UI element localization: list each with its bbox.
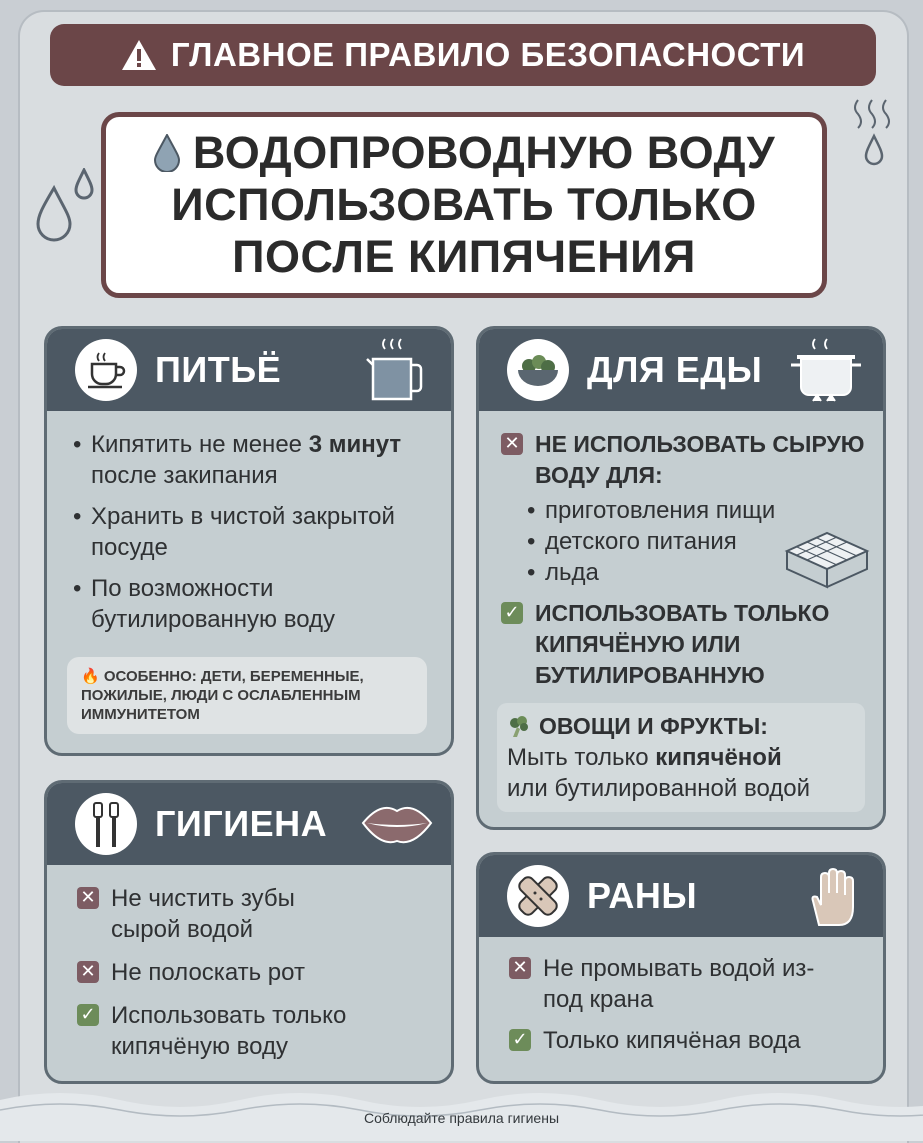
food-no-item-2: • детского питания (527, 528, 737, 555)
drinking-bullet-2: • Хранить в чистой закрытой посуде (73, 503, 395, 561)
main-rule-box (101, 112, 827, 298)
wounds-card (476, 852, 886, 1084)
wounds-no: ✕ Не промывать водой из-под крана (509, 953, 867, 1015)
footer-text: Соблюдайте правила гигиены (363, 1110, 560, 1126)
hand-icon (805, 867, 859, 929)
food-header (479, 329, 883, 411)
hygiene-card (44, 780, 454, 1084)
veg-note: ОВОЩИ И ФРУКТЫ: Мыть только кипячёной или бутилированной водой (497, 703, 865, 812)
main-rule-line-2: ИСПОЛЬЗОВАТЬ ТОЛЬКО (171, 179, 757, 230)
drinking-title: ПИТЬЁ (155, 349, 282, 390)
main-rule-line-1: ВОДОПРОВОДНУЮ ВОДУ (153, 127, 775, 179)
drinking-note: 🔥 ОСОБЕННО: ДЕТИ, БЕРЕМЕННЫЕ, ПОЖИЛЫЕ, ЛЮДИ С ОСЛАБЛЕННЫМ ИММУНИТЕТОМ (67, 657, 427, 734)
hygiene-header (47, 783, 451, 865)
water-drops-icon (34, 168, 104, 248)
wounds-yes: ✓ Только кипячёная вода (509, 1025, 867, 1056)
hygiene-yes: ✓ Использовать только кипячёную воду (77, 1000, 435, 1062)
warning-triangle-icon (121, 38, 157, 72)
toothbrush-icon (75, 793, 137, 855)
food-yes-row: ✓ ИСПОЛЬЗОВАТЬ ТОЛЬКО КИПЯЧЁНУЮ ИЛИ БУТИЛИРОВАННУЮ (501, 598, 867, 691)
cooking-pot-icon (787, 335, 865, 407)
salad-bowl-icon (507, 339, 569, 401)
food-title: ДЛЯ ЕДЫ (587, 349, 763, 390)
cross-icon: ✕ (501, 433, 523, 455)
kettle-icon (365, 337, 425, 405)
hygiene-no-2: ✕ Не полоскать рот (77, 957, 435, 988)
banner-text: ГЛАВНОЕ ПРАВИЛО БЕЗОПАСНОСТИ (170, 36, 806, 73)
bandage-icon (507, 865, 569, 927)
cross-icon: ✕ (77, 961, 99, 983)
drinking-bullet-3: • По возможности бутилированную воду (73, 575, 336, 633)
lips-icon (361, 801, 433, 847)
check-icon: ✓ (501, 602, 523, 624)
main-rule-line-3: ПОСЛЕ КИПЯЧЕНИЯ (232, 231, 696, 282)
check-icon: ✓ (509, 1029, 531, 1051)
food-no-item-3: • льда (527, 559, 599, 586)
ice-tray-icon (781, 529, 871, 595)
veg-title-row: ОВОЩИ И ФРУКТЫ: (507, 711, 855, 742)
drinking-card (44, 326, 454, 756)
water-drop-icon (153, 134, 181, 172)
drinking-bullet-1: • Кипятить не менее 3 минут после закипания (73, 431, 402, 489)
food-card (476, 326, 886, 830)
check-icon: ✓ (77, 1004, 99, 1026)
hygiene-title: ГИГИЕНА (155, 803, 328, 844)
food-no-row: ✕ НЕ ИСПОЛЬЗОВАТЬ СЫРУЮ ВОДУ ДЛЯ: (501, 429, 867, 491)
cross-icon: ✕ (77, 887, 99, 909)
broccoli-icon (507, 715, 531, 739)
steam-drop-icon (848, 98, 898, 166)
food-no-item-1: • приготовления пищи (527, 497, 776, 524)
drinking-header (47, 329, 451, 411)
wounds-header (479, 855, 883, 937)
flame-icon: 🔥 (81, 668, 100, 685)
tea-cup-icon (75, 339, 137, 401)
cross-icon: ✕ (509, 957, 531, 979)
top-banner (50, 24, 876, 86)
wounds-title: РАНЫ (587, 875, 698, 916)
hygiene-no-1: ✕ Не чистить зубы сырой водой (77, 883, 435, 945)
